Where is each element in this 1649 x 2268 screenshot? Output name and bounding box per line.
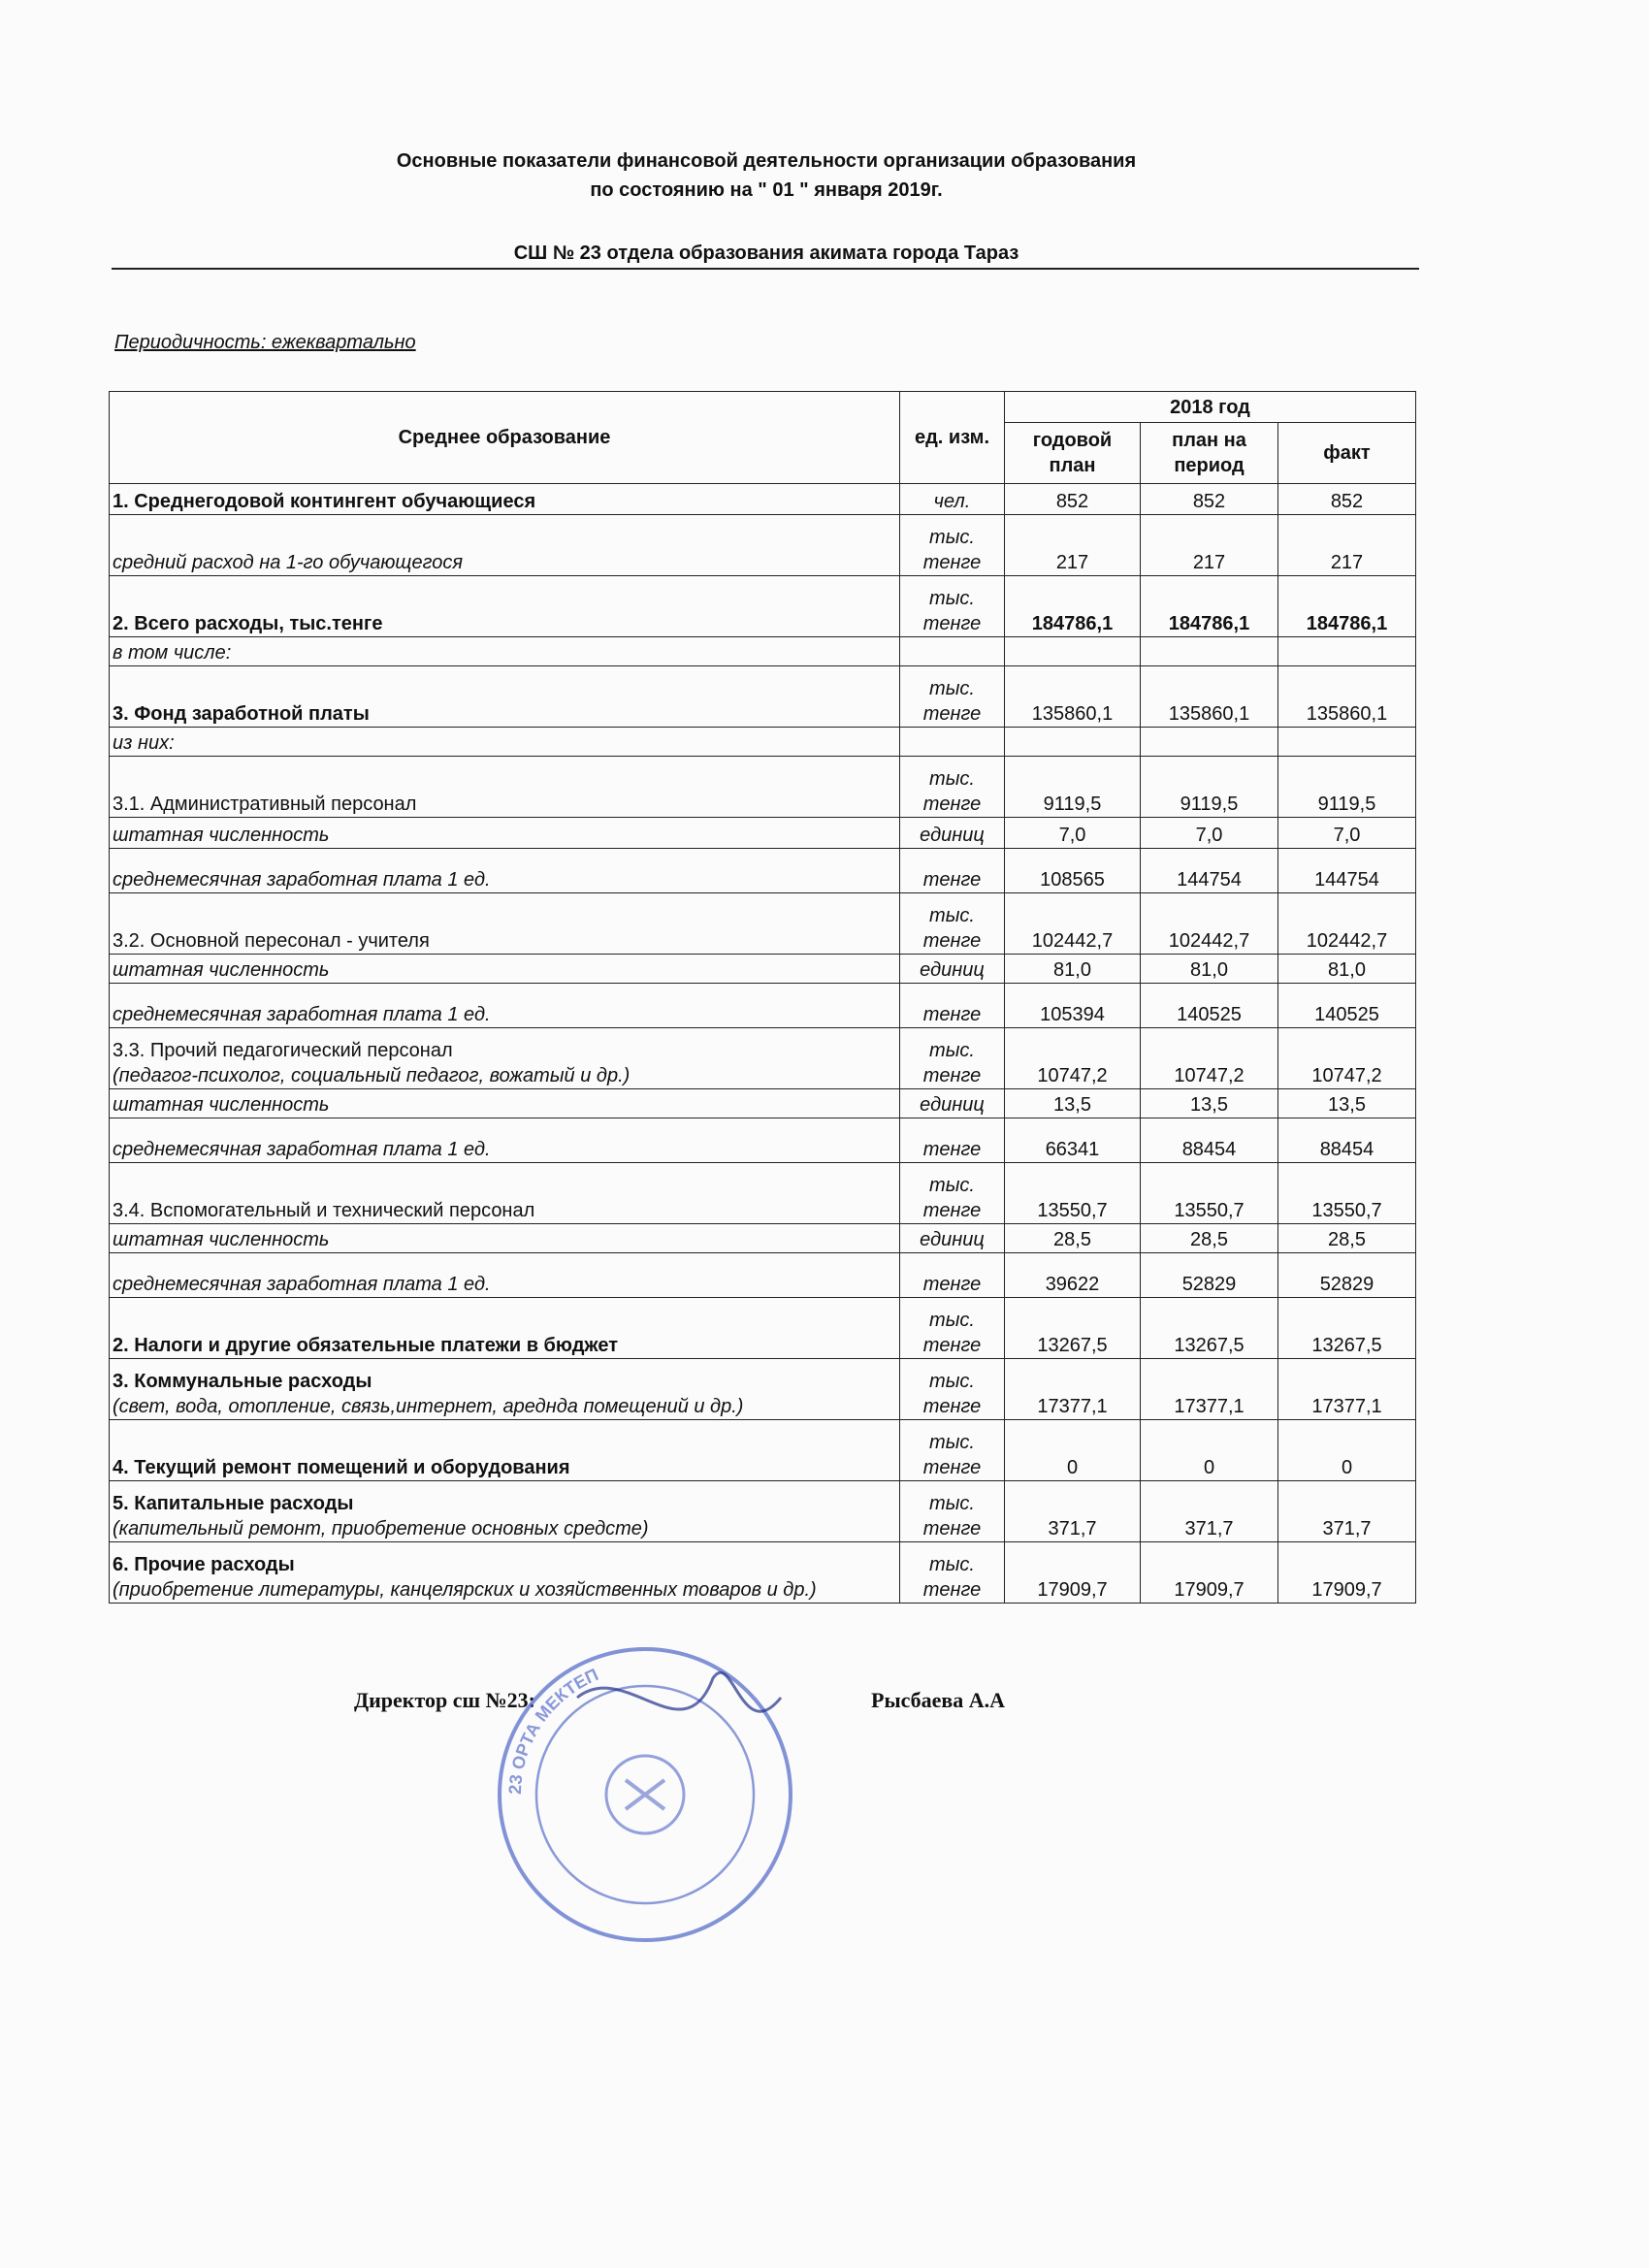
col-header-annual: годовой план: [1005, 423, 1141, 484]
row-fact-value: 13550,7: [1278, 1163, 1416, 1224]
row-name: 6. Прочие расходы: [113, 1554, 295, 1575]
row-name: среднемесячная заработная плата 1 ед.: [113, 869, 491, 891]
row-period-value: 28,5: [1141, 1224, 1278, 1253]
row-period-value: 13,5: [1141, 1089, 1278, 1118]
table-row: [110, 1359, 1416, 1420]
row-name: 2. Всего расходы, тыс.тенге: [113, 613, 383, 634]
row-unit: тенге: [900, 849, 1005, 893]
row-unit: единиц: [900, 955, 1005, 984]
row-unit: тыс. тенге: [900, 1481, 1005, 1542]
table-row: [110, 1253, 1416, 1298]
row-unit: тыс. тенге: [900, 757, 1005, 818]
row-fact-value: 135860,1: [1278, 666, 1416, 728]
row-name: штатная численность: [113, 825, 330, 846]
row-period-value: 52829: [1141, 1253, 1278, 1298]
header-divider: [112, 268, 1419, 270]
table-row: [110, 1224, 1416, 1253]
row-annual-value: 13,5: [1005, 1089, 1141, 1118]
table-row: [110, 1542, 1416, 1604]
row-note: (педагог-психолог, социальный педагог, вожатый и др.): [113, 1065, 630, 1086]
row-name-cell: [110, 637, 900, 666]
table-row: [110, 1298, 1416, 1359]
row-name-cell: [110, 1163, 900, 1224]
row-annual-value: 13550,7: [1005, 1163, 1141, 1224]
row-unit: тыс. тенге: [900, 515, 1005, 576]
row-name: 4. Текущий ремонт помещений и оборудования: [113, 1457, 570, 1478]
row-name: штатная численность: [113, 1094, 330, 1116]
row-fact-value: 28,5: [1278, 1224, 1416, 1253]
row-fact-value: 88454: [1278, 1118, 1416, 1163]
col-header-fact: факт: [1278, 423, 1416, 484]
table-row: [110, 1028, 1416, 1089]
row-unit: тенге: [900, 1253, 1005, 1298]
row-period-value: 13550,7: [1141, 1163, 1278, 1224]
row-period-value: 81,0: [1141, 955, 1278, 984]
row-fact-value: [1278, 728, 1416, 757]
row-name: среднемесячная заработная плата 1 ед.: [113, 1004, 491, 1025]
row-period-value: 852: [1141, 484, 1278, 515]
row-name-cell: [110, 1420, 900, 1481]
row-name: среднемесячная заработная плата 1 ед.: [113, 1274, 491, 1295]
row-unit: тыс. тенге: [900, 576, 1005, 637]
organization-name: СШ № 23 отдела образования акимата города Тараз: [513, 243, 1019, 264]
row-name-cell: [110, 1542, 900, 1604]
row-note: (свет, вода, отопление, связь,интернет, ареднда помещений и др.): [113, 1396, 744, 1417]
row-annual-value: 371,7: [1005, 1481, 1141, 1542]
row-annual-value: 135860,1: [1005, 666, 1141, 728]
row-unit: тыс. тенге: [900, 1359, 1005, 1420]
row-name: штатная численность: [113, 1229, 330, 1250]
table-body: [110, 484, 1416, 1604]
row-name: штатная численность: [113, 959, 330, 981]
row-unit: тенге: [900, 984, 1005, 1028]
row-name-cell: [110, 1224, 900, 1253]
row-annual-value: 102442,7: [1005, 893, 1141, 955]
row-annual-value: 108565: [1005, 849, 1141, 893]
row-name-cell: [110, 757, 900, 818]
row-name: 3. Фонд заработной платы: [113, 703, 370, 725]
row-unit: тыс. тенге: [900, 666, 1005, 728]
signer-title: Директор сш №23:: [354, 1688, 536, 1712]
row-unit: тыс. тенге: [900, 893, 1005, 955]
table-row: [110, 955, 1416, 984]
row-annual-value: [1005, 637, 1141, 666]
row-annual-value: 17909,7: [1005, 1542, 1141, 1604]
row-unit: тыс. тенге: [900, 1163, 1005, 1224]
row-name: 3.3. Прочий педагогический персонал: [113, 1040, 453, 1061]
row-fact-value: 852: [1278, 484, 1416, 515]
row-unit: тыс. тенге: [900, 1420, 1005, 1481]
row-name-cell: [110, 984, 900, 1028]
row-annual-value: 39622: [1005, 1253, 1141, 1298]
row-fact-value: 144754: [1278, 849, 1416, 893]
row-fact-value: 9119,5: [1278, 757, 1416, 818]
row-annual-value: 852: [1005, 484, 1141, 515]
table-row: [110, 893, 1416, 955]
col-header-unit: ед. изм.: [900, 392, 1005, 484]
row-period-value: 144754: [1141, 849, 1278, 893]
row-unit: тыс. тенге: [900, 1028, 1005, 1089]
signer-name: Рысбаева А.А: [871, 1688, 1006, 1712]
row-unit: тыс. тенге: [900, 1298, 1005, 1359]
row-fact-value: 17909,7: [1278, 1542, 1416, 1604]
row-name-cell: [110, 1481, 900, 1542]
row-name: из них:: [113, 732, 175, 754]
row-name-cell: [110, 666, 900, 728]
row-name-cell: [110, 484, 900, 515]
row-name: средний расход на 1-го обучающегося: [113, 552, 464, 573]
table-row: [110, 1163, 1416, 1224]
row-unit: [900, 728, 1005, 757]
row-name-cell: [110, 576, 900, 637]
table-row: [110, 1089, 1416, 1118]
row-annual-value: 17377,1: [1005, 1359, 1141, 1420]
row-name-cell: [110, 1298, 900, 1359]
table-row: [110, 1481, 1416, 1542]
row-name: 3. Коммунальные расходы: [113, 1371, 372, 1392]
row-unit: единиц: [900, 818, 1005, 849]
row-unit: [900, 637, 1005, 666]
row-name: 3.4. Вспомогательный и технический персонал: [113, 1200, 535, 1221]
row-annual-value: 9119,5: [1005, 757, 1141, 818]
row-annual-value: 13267,5: [1005, 1298, 1141, 1359]
table-row: [110, 1420, 1416, 1481]
table-row: [110, 637, 1416, 666]
row-name-cell: [110, 818, 900, 849]
report-date: по состоянию на " 01 " января 2019г.: [590, 179, 943, 201]
row-annual-value: [1005, 728, 1141, 757]
row-name-cell: [110, 1253, 900, 1298]
table-row: [110, 1118, 1416, 1163]
row-annual-value: 28,5: [1005, 1224, 1141, 1253]
row-name-cell: [110, 955, 900, 984]
row-unit: тыс. тенге: [900, 1542, 1005, 1604]
row-name-cell: [110, 728, 900, 757]
row-name: 1. Среднегодовой контингент обучающиеся: [113, 491, 536, 512]
row-period-value: [1141, 728, 1278, 757]
row-name-cell: [110, 1359, 900, 1420]
row-period-value: 184786,1: [1141, 576, 1278, 637]
row-unit: единиц: [900, 1089, 1005, 1118]
col-header-year: 2018 год: [1005, 392, 1416, 423]
row-name-cell: [110, 1028, 900, 1089]
row-fact-value: 17377,1: [1278, 1359, 1416, 1420]
row-annual-value: 184786,1: [1005, 576, 1141, 637]
periodicity-label: Периодичность: ежеквартально: [114, 332, 416, 353]
row-annual-value: 81,0: [1005, 955, 1141, 984]
row-unit: тенге: [900, 1118, 1005, 1163]
row-period-value: 0: [1141, 1420, 1278, 1481]
table-row: [110, 576, 1416, 637]
table-row: [110, 666, 1416, 728]
row-fact-value: 184786,1: [1278, 576, 1416, 637]
row-name: 3.2. Основной пересонал - учителя: [113, 930, 430, 952]
row-note: (приобретение литературы, канцелярских и хозяйственных товаров и др.): [113, 1579, 817, 1601]
row-fact-value: 7,0: [1278, 818, 1416, 849]
row-fact-value: 13267,5: [1278, 1298, 1416, 1359]
row-period-value: 7,0: [1141, 818, 1278, 849]
col-header-period: план на период: [1141, 423, 1278, 484]
row-annual-value: 10747,2: [1005, 1028, 1141, 1089]
row-period-value: 13267,5: [1141, 1298, 1278, 1359]
row-fact-value: 371,7: [1278, 1481, 1416, 1542]
row-unit: чел.: [900, 484, 1005, 515]
row-period-value: 140525: [1141, 984, 1278, 1028]
row-period-value: [1141, 637, 1278, 666]
table-row: [110, 757, 1416, 818]
row-name-cell: [110, 849, 900, 893]
row-annual-value: 217: [1005, 515, 1141, 576]
row-annual-value: 7,0: [1005, 818, 1141, 849]
row-fact-value: [1278, 637, 1416, 666]
row-period-value: 10747,2: [1141, 1028, 1278, 1089]
row-period-value: 17377,1: [1141, 1359, 1278, 1420]
row-period-value: 88454: [1141, 1118, 1278, 1163]
row-note: (капительный ремонт, приобретение основных средстe): [113, 1518, 649, 1539]
table-row: [110, 984, 1416, 1028]
official-stamp: [490, 1639, 800, 1950]
row-period-value: 9119,5: [1141, 757, 1278, 818]
table-row: [110, 484, 1416, 515]
row-name-cell: [110, 1089, 900, 1118]
row-fact-value: 52829: [1278, 1253, 1416, 1298]
row-unit: единиц: [900, 1224, 1005, 1253]
svg-text:23 ОРТА МЕКТЕП: 23 ОРТА МЕКТЕП: [504, 1665, 601, 1796]
row-fact-value: 13,5: [1278, 1089, 1416, 1118]
table-row: [110, 849, 1416, 893]
row-period-value: 217: [1141, 515, 1278, 576]
table-row: [110, 818, 1416, 849]
row-period-value: 371,7: [1141, 1481, 1278, 1542]
row-name: 3.1. Административный персонал: [113, 794, 417, 815]
row-annual-value: 66341: [1005, 1118, 1141, 1163]
table-row: [110, 728, 1416, 757]
row-name-cell: [110, 893, 900, 955]
row-annual-value: 105394: [1005, 984, 1141, 1028]
table-row: [110, 515, 1416, 576]
row-annual-value: 0: [1005, 1420, 1141, 1481]
row-fact-value: 0: [1278, 1420, 1416, 1481]
row-name: 5. Капитальные расходы: [113, 1493, 354, 1514]
row-fact-value: 10747,2: [1278, 1028, 1416, 1089]
row-name: 2. Налоги и другие обязательные платежи в бюджет: [113, 1335, 618, 1356]
col-header-name: Среднее образование: [110, 392, 900, 484]
row-name-cell: [110, 515, 900, 576]
row-period-value: 102442,7: [1141, 893, 1278, 955]
row-fact-value: 217: [1278, 515, 1416, 576]
row-fact-value: 102442,7: [1278, 893, 1416, 955]
row-period-value: 135860,1: [1141, 666, 1278, 728]
row-period-value: 17909,7: [1141, 1542, 1278, 1604]
row-name: среднемесячная заработная плата 1 ед.: [113, 1139, 491, 1160]
row-fact-value: 81,0: [1278, 955, 1416, 984]
financial-table: [109, 391, 1416, 1604]
row-name: в том числе:: [113, 642, 232, 664]
report-title: Основные показатели финансовой деятельности организации образования: [396, 150, 1137, 172]
row-fact-value: 140525: [1278, 984, 1416, 1028]
row-name-cell: [110, 1118, 900, 1163]
